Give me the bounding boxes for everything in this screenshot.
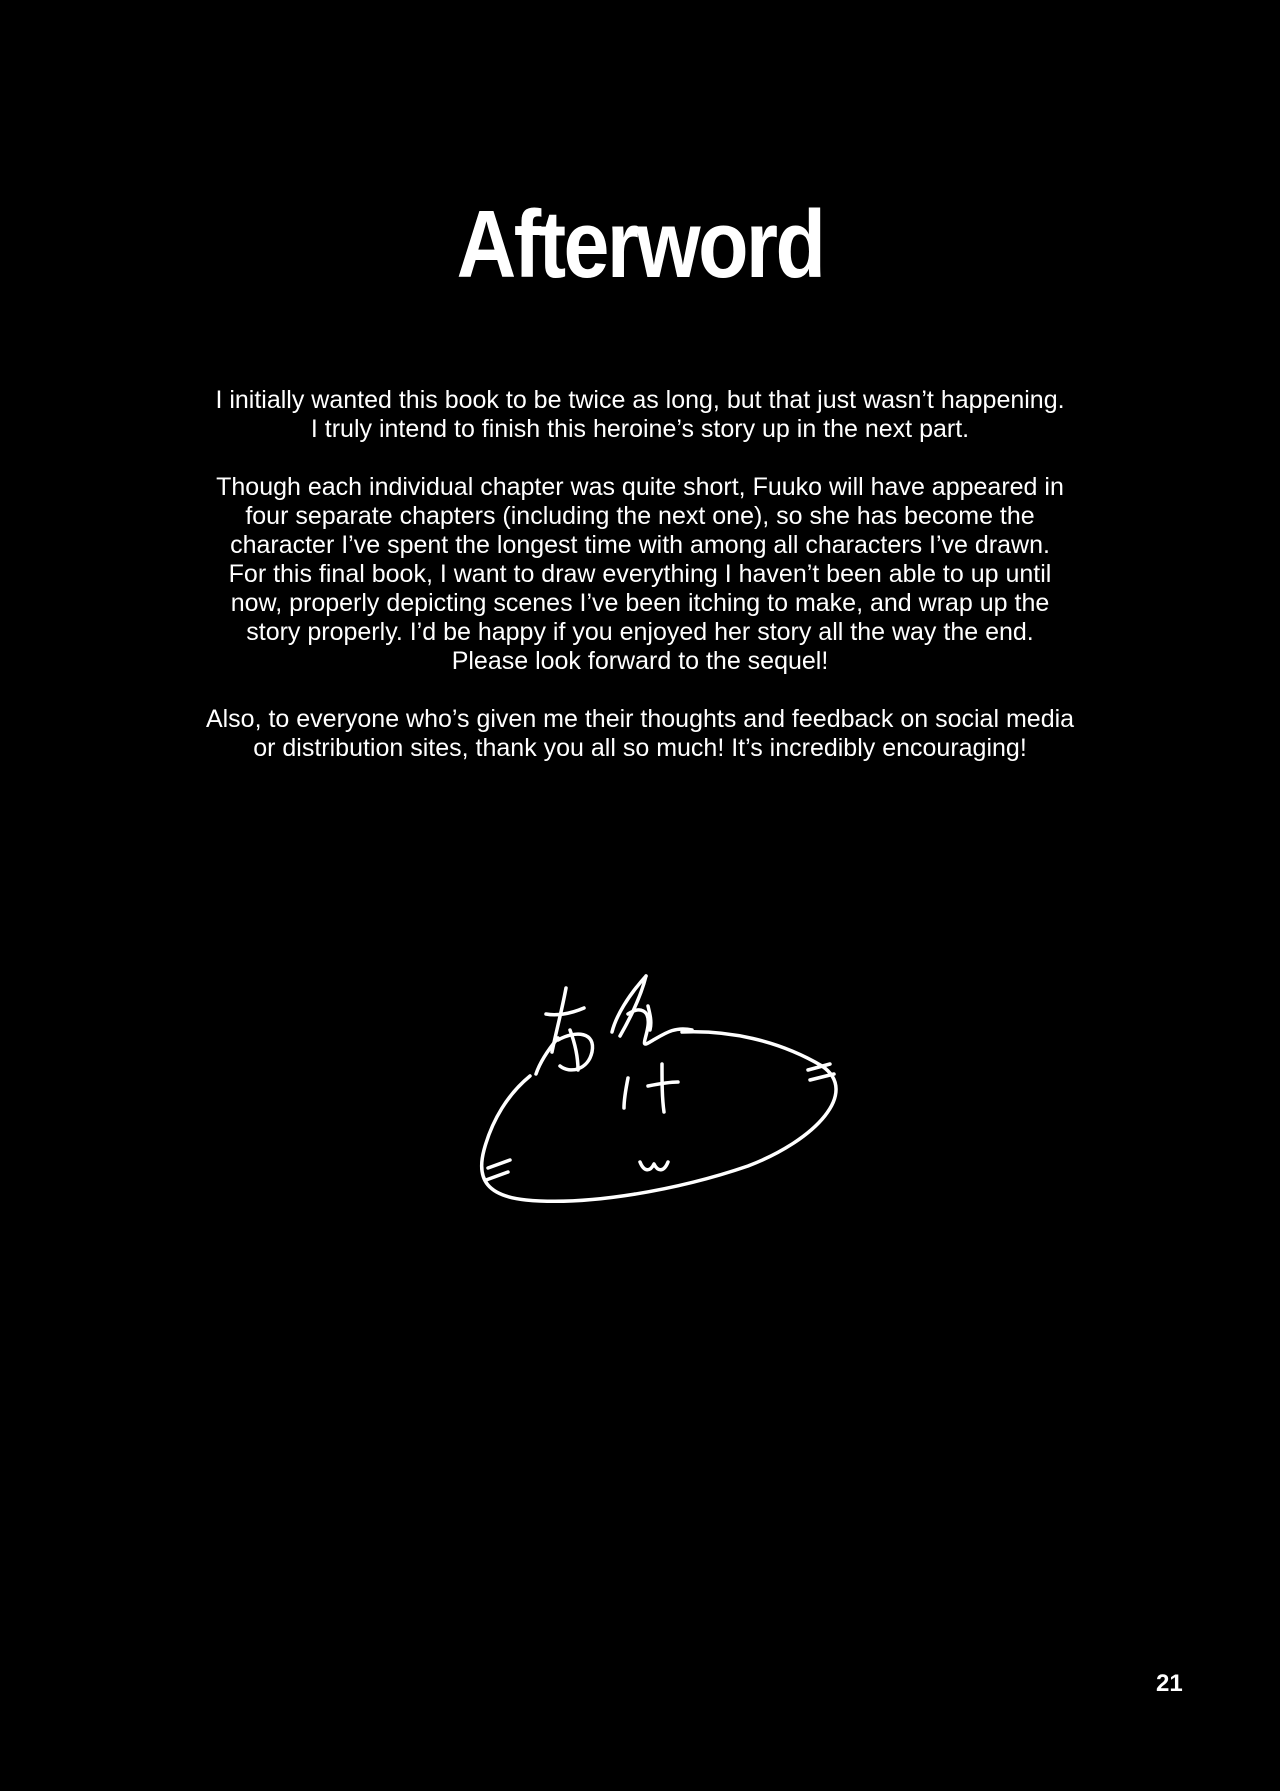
paragraph-2	[190, 473, 1090, 676]
text-line: Though each individual chapter was quite short, Fuuko will have appeared in	[216, 473, 1064, 501]
text-line: Please look forward to the sequel!	[451, 647, 829, 675]
page-number: 21	[1156, 1670, 1183, 1697]
afterword-body	[190, 386, 1090, 792]
text-line: I truly intend to finish this heroine’s story up in the next part.	[310, 415, 970, 443]
page-title: Afterword	[456, 191, 824, 298]
text-line: Also, to everyone who’s given me their thoughts and feedback on social media	[205, 705, 1075, 733]
text-line: I initially wanted this book to be twice as long, but that just wasn’t happening.	[215, 386, 1065, 414]
text-line: now, properly depicting scenes I’ve been itching to make, and wrap up the	[230, 589, 1050, 617]
text-line: character I’ve spent the longest time with among all characters I’ve drawn.	[230, 531, 1050, 559]
paragraph-3	[190, 705, 1090, 763]
text-line: For this final book, I want to draw everything I haven’t been able to up until	[228, 560, 1052, 588]
text-line: story properly. I’d be happy if you enjoyed her story all the way the end.	[246, 618, 1034, 646]
signature-rabbit-doodle-icon	[478, 970, 848, 1240]
text-line: four separate chapters (including the next one), so she has become the	[245, 502, 1035, 530]
paragraph-1	[190, 386, 1090, 444]
text-line: or distribution sites, thank you all so much! It’s incredibly encouraging!	[253, 734, 1027, 762]
